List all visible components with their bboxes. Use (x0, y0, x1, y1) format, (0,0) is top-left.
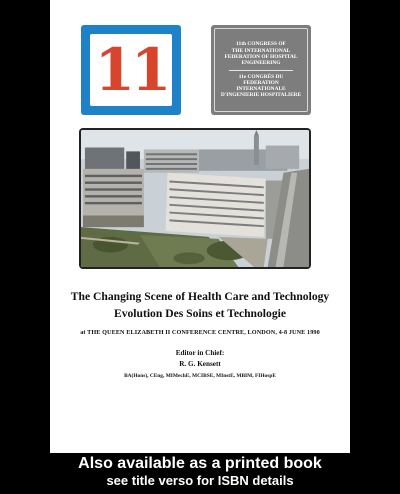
congress-logo (81, 25, 181, 115)
title-french: Evolution Des Soins et Technologie (113, 307, 286, 320)
congress-line-en-2: THE INTERNATIONAL (231, 47, 291, 54)
venue-line: at THE QUEEN ELIZABETH II CONFERENCE CENTRE, LONDON, 4-8 JUNE 1990 (80, 329, 320, 336)
congress-line-en-1: 11th CONGRESS OF (236, 41, 286, 48)
printed-book-banner (0, 453, 400, 494)
editor-qualifications: BA(Hons), CEng, MIMechE, MCIBSE, MInstE, MBIM, FIHospE (124, 373, 276, 379)
cover-photo-london-buildings (79, 128, 311, 269)
banner-line-2: see title verso for ISBN details (106, 473, 294, 488)
aerial-photo-illustration (81, 130, 309, 267)
congress-divider (229, 70, 293, 71)
congress-line-en-3: FEDERATION OF HOSPITAL (224, 53, 298, 60)
editor-label: Editor in Chief: (175, 349, 225, 357)
congress-line-fr-4: D'INGENIERIE HOSPITALIERE (220, 92, 302, 99)
editor-name: R. G. Kensett (179, 360, 221, 368)
title-english: The Changing Scene of Health Care and Technology (70, 290, 330, 303)
congress-title-frame (214, 28, 308, 112)
congress-line-fr-1: 11e CONGRÈS DU (238, 73, 284, 80)
congress-title-box (211, 25, 311, 115)
congress-line-fr-3: INTERNATIONALE (236, 86, 286, 93)
logo-frame (90, 34, 172, 106)
congress-line-en-4: ENGINEERING (241, 60, 281, 67)
book-cover (50, 0, 350, 453)
banner-line-1: Also available as a printed book (78, 455, 322, 472)
logo-number: 11 (94, 36, 168, 104)
congress-line-fr-2: FEDERATION (243, 79, 279, 86)
